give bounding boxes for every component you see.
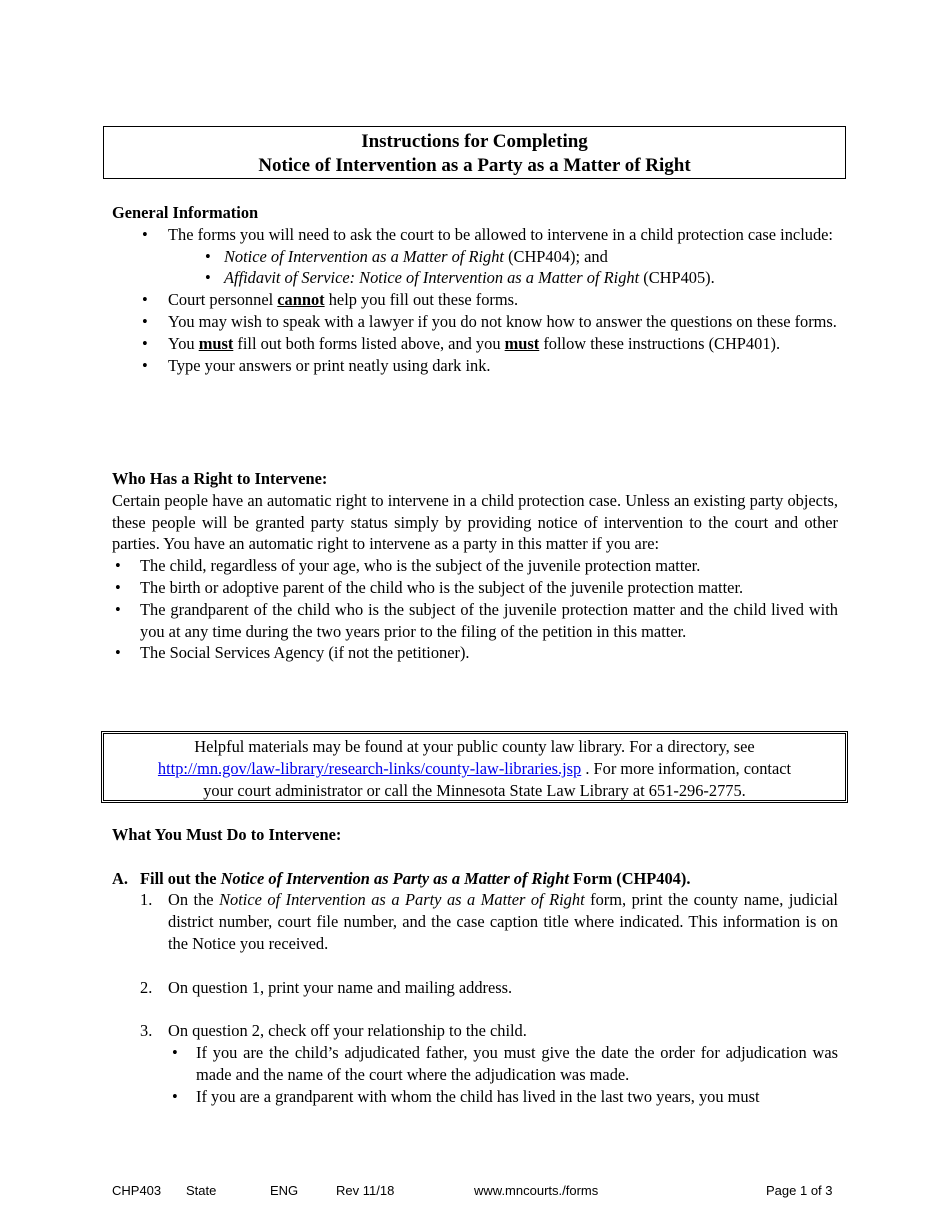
title-line-1: Instructions for Completing <box>361 131 588 152</box>
bullet-text: If you are a grandparent with whom the child has lived in the last two years, you must <box>196 1086 760 1106</box>
general-information-section <box>112 202 838 376</box>
footer-language: ENG <box>270 1183 299 1198</box>
step-a-label: A. <box>112 868 128 888</box>
footer-page-number: Page 1 of 3 <box>766 1183 833 1198</box>
help-line-3: your court administrator or call the Minnesota State Law Library at 651-296-2775. <box>203 780 746 800</box>
page-footer <box>0 1180 950 1200</box>
step-3-sub-bullet <box>112 1086 838 1108</box>
step-text: On the <box>168 890 220 910</box>
bullet-text: fill out both forms listed above, and you <box>233 333 505 353</box>
list-item <box>112 311 838 333</box>
step-a-text: Fill out the <box>140 868 221 888</box>
step-text: form, print the county name, judicial district number, court file number, and the case caption title where indicated. This information is on the Notice you received. <box>168 890 838 953</box>
right-to-intervene-heading: Who Has a Right to Intervene: <box>112 469 328 488</box>
list-item <box>112 577 838 599</box>
bullet-text: follow these instructions (CHP401). <box>539 333 781 353</box>
step-number: 2. <box>140 977 153 997</box>
bullet-text: The child, regardless of your age, who is the subject of the juvenile protection matter. <box>140 556 701 576</box>
title-box <box>103 126 846 179</box>
emphasis-cannot: cannot <box>277 290 325 310</box>
list-item <box>112 333 838 355</box>
emphasis-must: must <box>504 333 540 353</box>
step-number: 1. <box>140 890 153 910</box>
step-item-2 <box>112 977 838 999</box>
help-line-1: Helpful materials may be found at your public county law library. For a directory, see <box>194 737 755 756</box>
list-item <box>112 599 838 643</box>
help-line-2 <box>104 758 845 780</box>
list-item <box>112 224 838 246</box>
bullet-text: If you are the child’s adjudicated father, you must give the date the order for adjudication was made and the name of the court where the adjudication was made. <box>196 1042 838 1084</box>
step-item-1 <box>112 889 838 954</box>
step-a-heading <box>112 868 838 890</box>
form-name-chp404: Notice of Intervention as a Matter of Right <box>224 246 504 266</box>
form-code-text: (CHP404); and <box>503 246 608 266</box>
bullet-text: The forms you will need to ask the court to be allowed to intervene in a child protection case include: <box>168 224 833 244</box>
step-number: 3. <box>140 1021 153 1041</box>
list-item <box>112 642 838 664</box>
right-to-intervene-paragraph: Certain people have an automatic right to intervene in a child protection case. Unless an existing party objects, these people will be granted party status simply by providing notice of intervention to the court and other parties. You have an automatic right to intervene as a party in this matter if you are: <box>112 490 838 554</box>
step-text: On question 1, print your name and mailing address. <box>168 977 513 997</box>
general-information-heading: General Information <box>112 203 259 222</box>
what-you-must-do-section <box>112 824 838 1107</box>
step-3-sub-bullet <box>112 1042 838 1086</box>
help-line-2-text: . For more information, contact <box>581 758 792 778</box>
step-a-text: Form (CHP404). <box>568 868 691 888</box>
bullet-text: Court personnel <box>168 290 278 310</box>
footer-url: www.mncourts./forms <box>474 1183 599 1198</box>
bullet-text: You may wish to speak with a lawyer if you do not know how to answer the questions on these forms. <box>168 311 837 331</box>
title-line-2: Notice of Intervention as a Party as a Matter of Right <box>258 155 691 176</box>
bullet-text: The Social Services Agency (if not the petitioner). <box>140 643 470 663</box>
list-item <box>112 555 838 577</box>
bullet-text: The birth or adoptive parent of the child who is the subject of the juvenile protection matter. <box>140 577 744 597</box>
helpful-materials-box <box>101 731 848 803</box>
bullet-text: help you fill out these forms. <box>324 290 519 310</box>
emphasis-must: must <box>198 333 234 353</box>
list-item <box>112 355 838 377</box>
list-item <box>112 289 838 311</box>
right-to-intervene-section <box>112 468 838 664</box>
step-a-form-name: Notice of Intervention as Party as a Matter of Right <box>220 868 569 888</box>
step-text: On question 2, check off your relationship to the child. <box>168 1021 527 1041</box>
list-item <box>112 246 838 268</box>
what-you-must-do-heading: What You Must Do to Intervene: <box>112 825 342 844</box>
law-library-link[interactable]: http://mn.gov/law-library/research-links/county-law-libraries.jsp <box>157 758 582 778</box>
bullet-text: Type your answers or print neatly using dark ink. <box>168 355 491 375</box>
footer-revision: Rev 11/18 <box>336 1183 395 1198</box>
form-code-text: (CHP405). <box>639 268 715 288</box>
bullet-text: You <box>168 333 199 353</box>
bullet-text: The grandparent of the child who is the subject of the juvenile protection matter and the child lived with you at any time during the two years prior to the filing of the petition in this matter. <box>140 599 838 641</box>
footer-form-code: CHP403 <box>112 1183 162 1198</box>
list-item <box>112 267 838 289</box>
step-item-3 <box>112 1020 838 1042</box>
footer-state: State <box>186 1183 217 1198</box>
form-name-chp405: Affidavit of Service: Notice of Intervention as a Matter of Right <box>224 268 640 288</box>
step-form-name: Notice of Intervention as a Party as a Matter of Right <box>219 890 585 910</box>
